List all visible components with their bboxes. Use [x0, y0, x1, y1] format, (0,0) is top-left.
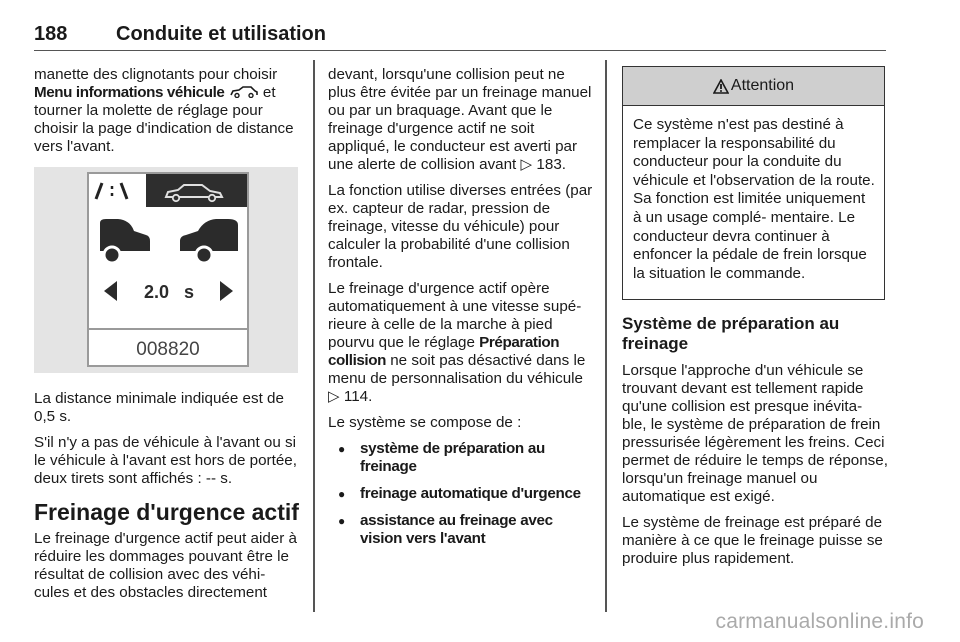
attention-box: [622, 66, 885, 300]
paragraph-composition: Le système se compose de :: [328, 414, 522, 431]
attention-title: Attention: [730, 77, 795, 94]
paragraph-brake-prep: Lorsque l'approche d'un véhicule se trouvant devant est tellement rapide qu'une collision est presque inévita- ble, le système de préparation de frein pressurisée légèrement les freins. Ceci permet de réduire le temps de réponse, lorsqu'un freinage manuel ou automatique est exigé.: [622, 362, 888, 505]
watermark: carmanualsonline.info: [715, 610, 924, 633]
page-ref[interactable]: 114: [343, 388, 369, 405]
column-1: [34, 66, 300, 164]
list-item: ● système de préparation au freinage: [360, 440, 594, 476]
distance-display-figure: [34, 167, 298, 373]
paragraph-emergency-intro: Le freinage d'urgence actif peut aider à réduire les dommages pouvant être le résultat de collision avec des véhi- cules et des obstacles directement: [34, 530, 297, 601]
paragraph-automatic: Le freinage d'urgence actif opère automatiquement à une vitesse supé- rieure à celle de la marche à pied pourvu que le réglage Préparation collision ne soit pas désactivé dans le menu de personnalisation du véhicule ▷ 114.: [328, 280, 586, 405]
paragraph-intro: manette des clignotants pour choisir Menu informations véhicule et tourner la molette de réglage pour choisir la page d'indication de distance vers l'avant.: [34, 66, 294, 155]
page-ref-arrow-icon: ▷: [328, 388, 340, 405]
odometer-value: 008820: [136, 339, 200, 360]
page-ref[interactable]: 183: [536, 156, 562, 173]
page-ref-arrow-icon: ▷: [520, 156, 533, 173]
attention-header: [623, 67, 884, 106]
page-number: 188: [34, 23, 68, 45]
column-2: [328, 66, 594, 557]
section-heading-brake-preparation: Système de préparation au freinage: [622, 314, 840, 353]
paragraph-min-distance: La distance minimale indiquée est de 0,5 s.: [34, 390, 284, 425]
distance-value: 2.0: [144, 282, 170, 302]
paragraph-inputs: La fonction utilise diverses entrées (par ex. capteur de radar, pression de freinage, vitesse du véhicule) pour calculer la probabilité d'une collision frontale.: [328, 182, 593, 271]
attention-text: Ce système n'est pas destiné à remplacer la responsabilité du conducteur pour la conduite du véhicule et l'observation de la route. Sa fonction est limitée uniquement à un usage complé- mentaire. Le conducteur devra continuer à enfoncer la pédale de frein lorsque la situation le commande.: [633, 116, 875, 282]
column-3: [622, 296, 888, 576]
column-divider-1: [313, 60, 315, 612]
paragraph-no-vehicle: S'il n'y a pas de véhicule à l'avant ou si le véhicule à l'avant est hors de portée, deux tirets sont affichés : -- s.: [34, 434, 297, 487]
distance-unit: s: [184, 282, 195, 302]
page-header: [34, 18, 886, 51]
list-item: ● freinage automatique d'urgence: [360, 485, 594, 503]
section-heading-emergency-braking: Freinage d'urgence actif: [34, 499, 299, 525]
paragraph-brake-ready: Le système de freinage est préparé de manière à ce que le freinage puisse se produire plus rapidement.: [622, 514, 883, 567]
column-divider-2: [605, 60, 607, 612]
list-item: ● assistance au freinage avec vision vers l'avant: [360, 512, 594, 548]
paragraph-collision: devant, lorsqu'une collision peut ne plus être évitée par un freinage manuel ou par un braquage. Avant que le freinage d'urgence actif ne soit appliqué, le conducteur est averti par une alerte de collision avant ▷ 183.: [328, 66, 592, 173]
system-components-list: [328, 440, 594, 548]
chapter-title: Conduite et utilisation: [116, 23, 326, 45]
warning-triangle-icon: [713, 79, 729, 94]
column-1-lower: [34, 390, 300, 610]
car-icon: [229, 86, 259, 98]
